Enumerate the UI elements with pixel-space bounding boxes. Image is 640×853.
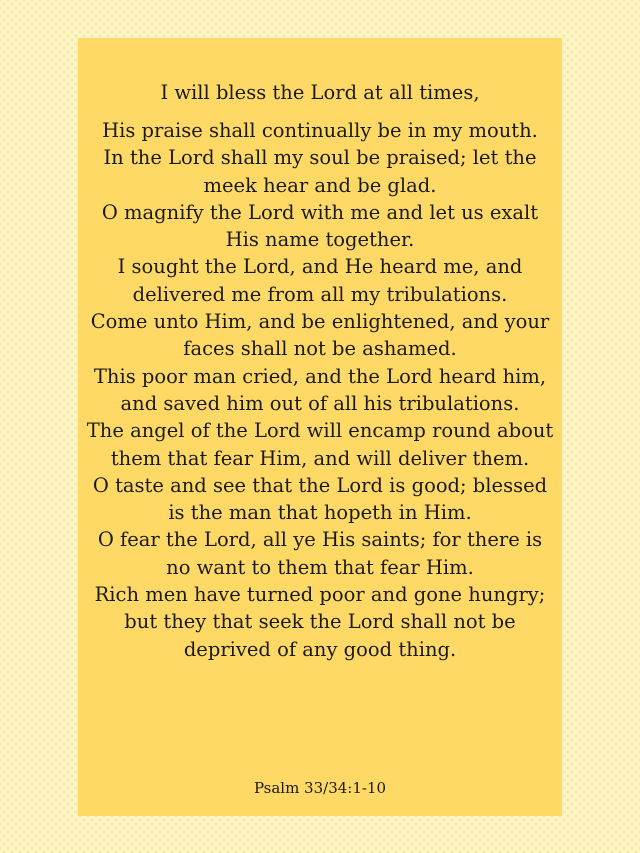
scripture-card bbox=[78, 38, 562, 816]
verse-line: This poor man cried, and the Lord heard him, and saved him out of all his tribulations. bbox=[93, 364, 547, 415]
scripture-reference: Psalm 33/34:1-10 bbox=[253, 779, 387, 797]
verse-line: O taste and see that the Lord is good; blessed is the man that hopeth in Him. bbox=[92, 473, 548, 525]
verse-line: Come unto Him, and be enlightened, and your faces shall not be ashamed. bbox=[90, 310, 550, 361]
verse-line: I sought the Lord, and He heard me, and delivered me from all my tribulations. bbox=[117, 255, 523, 306]
verse-line: Rich men have turned poor and gone hungry; but they that seek the Lord shall not be deprived of any good thing. bbox=[94, 583, 546, 661]
verse-line: The angel of the Lord will encamp round about them that fear Him, and will deliver them. bbox=[86, 419, 554, 470]
opening-line: I will bless the Lord at all times, bbox=[160, 81, 480, 104]
verse-line: His praise shall continually be in my mouth. bbox=[102, 119, 538, 142]
verse-line: O fear the Lord, all ye His saints; for there is no want to them that fear Him. bbox=[97, 528, 543, 579]
verse-block bbox=[86, 117, 554, 663]
verse-line: In the Lord shall my soul be praised; let the meek hear and be glad. bbox=[103, 146, 537, 197]
verse-line: O magnify the Lord with me and let us exalt His name together. bbox=[101, 200, 539, 252]
